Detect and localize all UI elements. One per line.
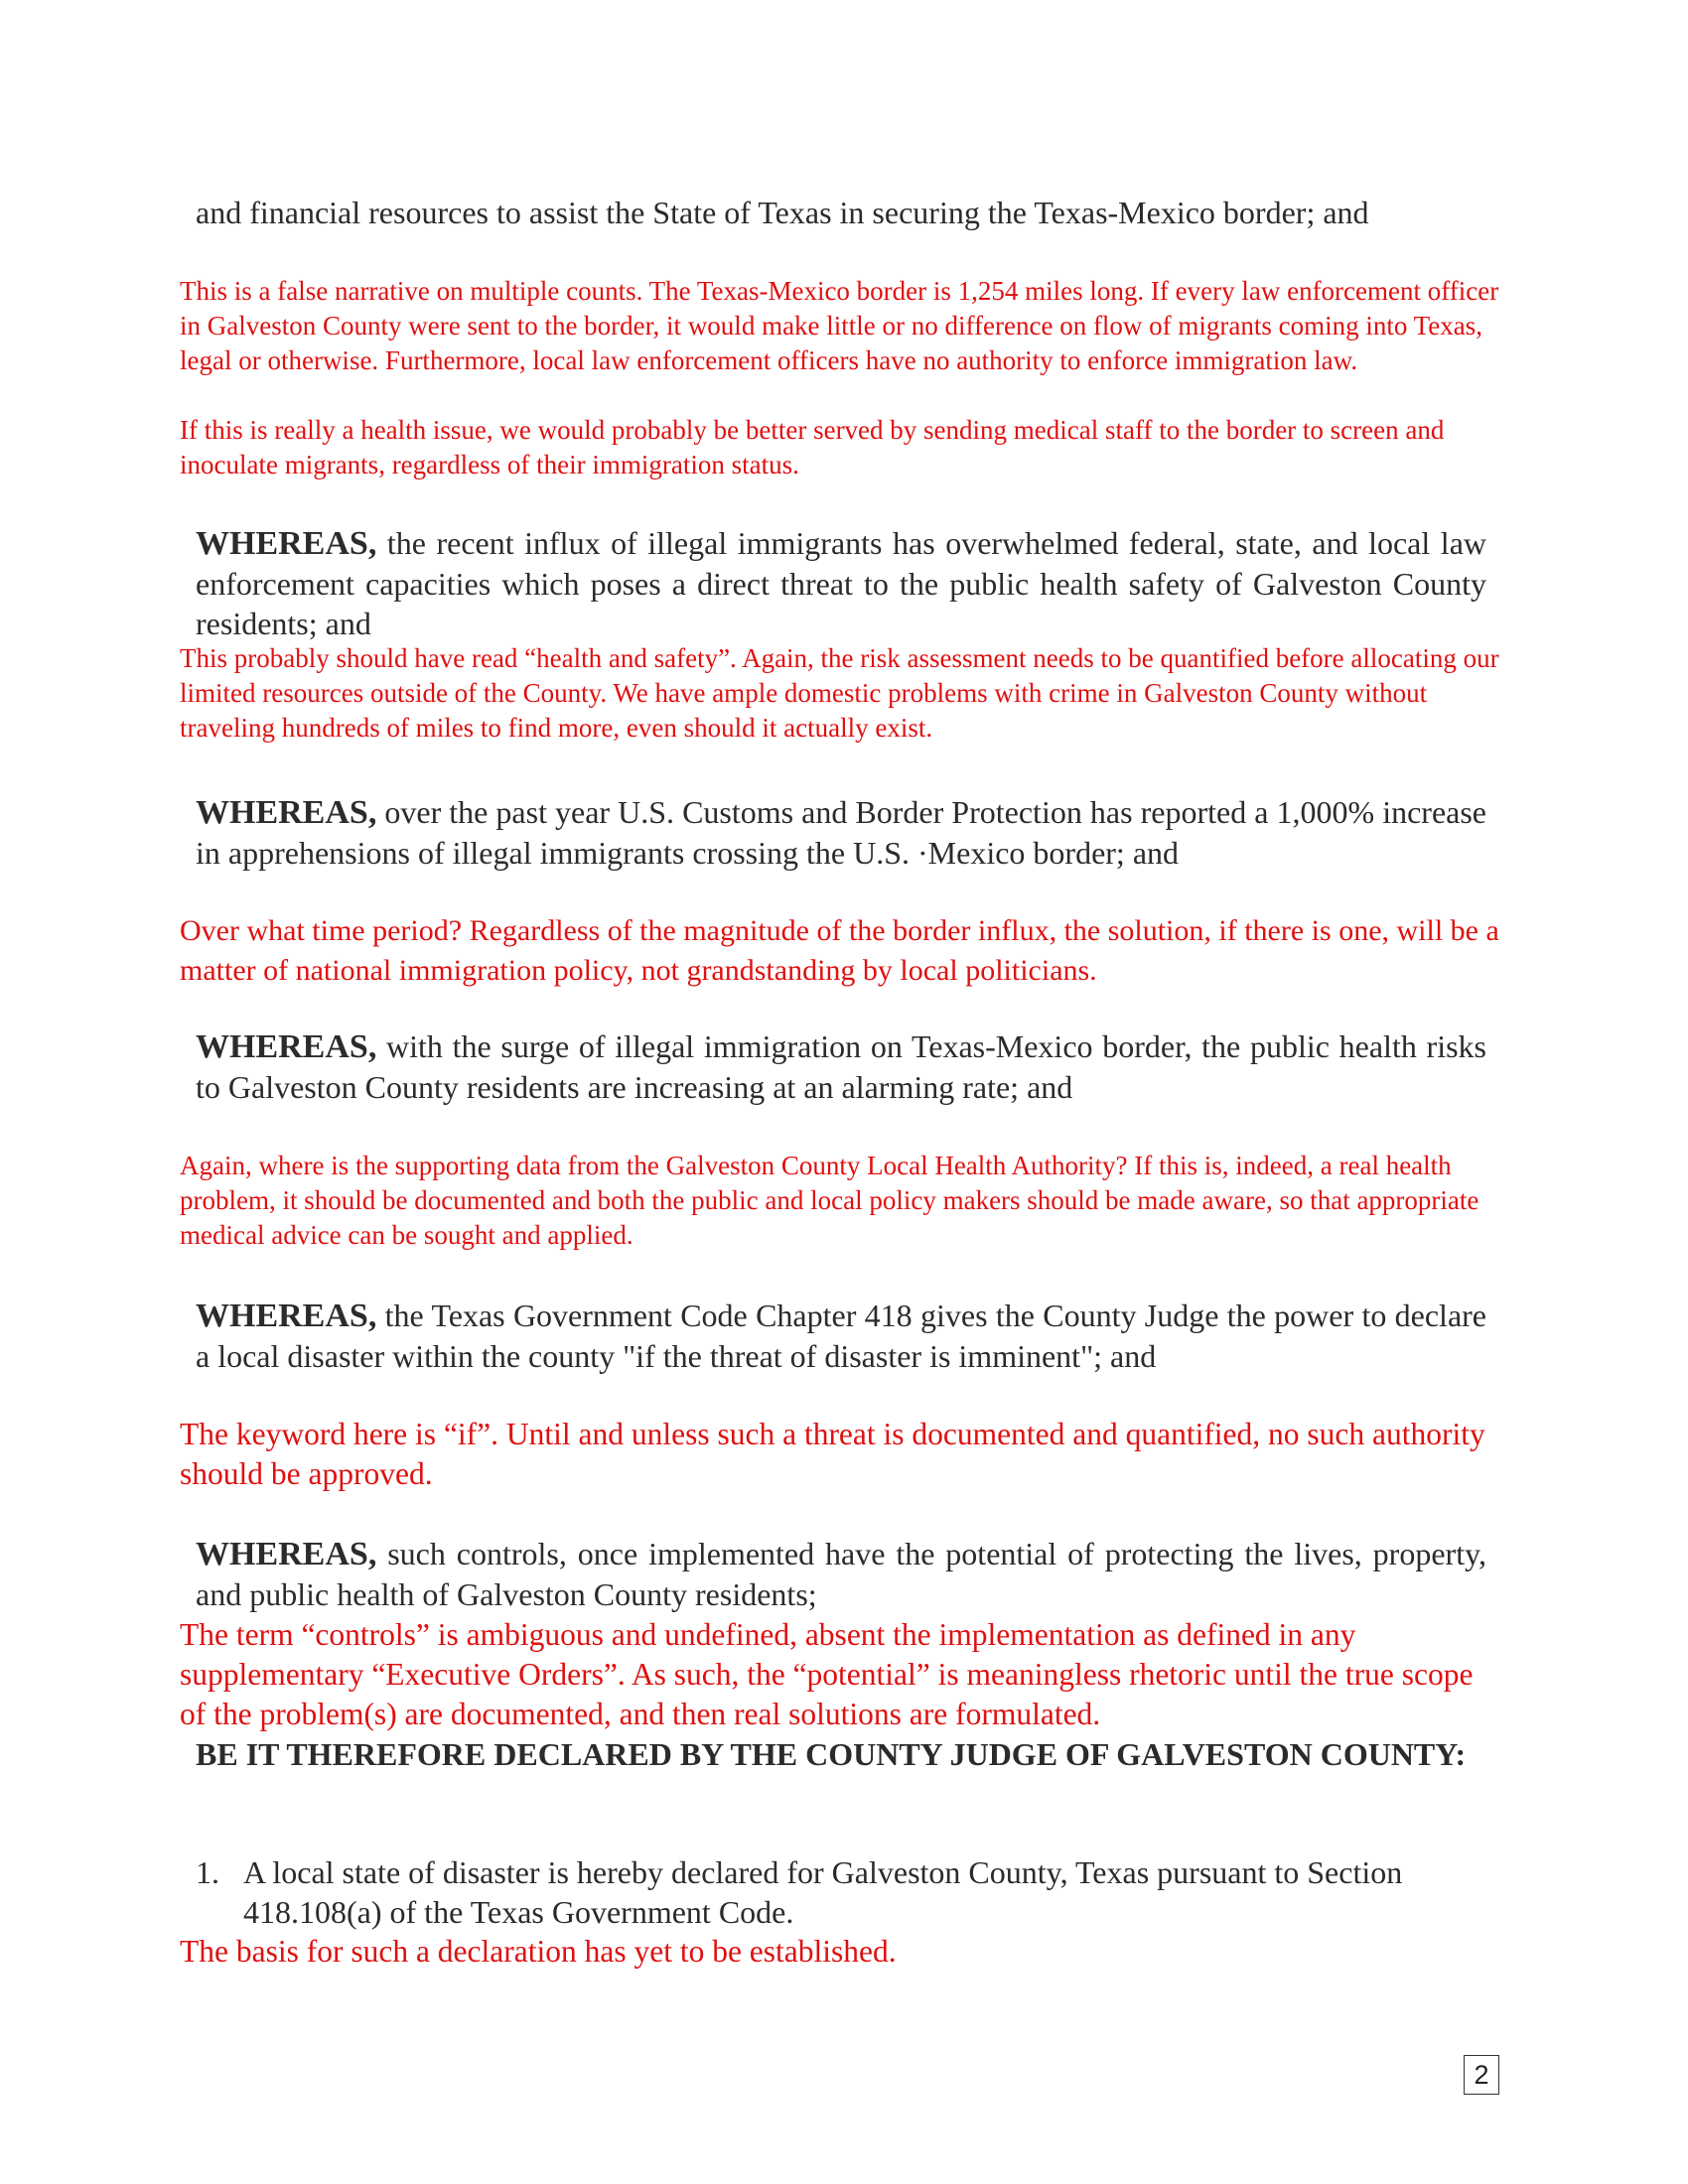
whereas-paragraph	[196, 1534, 1486, 1614]
annotation-note	[180, 1615, 1500, 1734]
annotation-text: If this is really a health issue, we would probably be better served by sending medical staff to the border to screen and inoculate migrants, regardless of their immigration status.	[180, 415, 1445, 479]
annotation-text: This probably should have read “health and safety”. Again, the risk assessment needs to be quantified before allocating our limited resources outside of the County. We have ample domestic problems with crime in Galveston County without traveling hundreds of miles to find more, even should it actually exist.	[180, 643, 1499, 743]
annotation-note	[180, 641, 1500, 746]
annotation-text: The keyword here is “if”. Until and unless such a threat is documented and quantified, no such authority should be approved.	[180, 1417, 1485, 1491]
annotation-note	[180, 1149, 1500, 1253]
whereas-lead: WHEREAS,	[196, 1297, 377, 1334]
annotation-text: The basis for such a declaration has yet to be established.	[180, 1934, 897, 1969]
whereas-paragraph	[196, 1296, 1486, 1376]
whereas-lead: WHEREAS,	[196, 525, 377, 562]
continuation-paragraph	[196, 193, 1486, 232]
whereas-lead: WHEREAS,	[196, 1028, 377, 1065]
whereas-paragraph	[196, 792, 1486, 873]
paragraph-text: such controls, once implemented have the potential of protecting the lives, property, and public health of Galveston County residents;	[196, 1536, 1486, 1612]
list-item	[196, 1852, 1534, 1932]
list-item-number: 1.	[196, 1854, 219, 1890]
list-item-text: A local state of disaster is hereby declared for Galveston County, Texas pursuant to Section 418.108(a) of the Texas Government Code.	[243, 1854, 1403, 1930]
annotation-note	[180, 1415, 1500, 1494]
page-number: 2	[1464, 2055, 1499, 2095]
whereas-paragraph	[196, 1026, 1486, 1107]
annotation-note	[180, 274, 1500, 378]
annotation-text: The term “controls” is ambiguous and undefined, absent the implementation as defined in any supplementary “Executive Orders”. As such, the “potential” is meaningless rhetoric until the true scope of the problem(s) are documented, and then real solutions are formulated.	[180, 1617, 1474, 1731]
paragraph-text: and financial resources to assist the State of Texas in securing the Texas-Mexico border; and	[196, 195, 1369, 230]
annotation-text: This is a false narrative on multiple counts. The Texas-Mexico border is 1,254 miles long. If every law enforcement officer in Galveston County were sent to the border, it would make little or no difference on flow of migrants coming into Texas, legal or otherwise. Furthermore, local law enforcement officers have no authority to enforce immigration law.	[180, 276, 1499, 375]
whereas-lead: WHEREAS,	[196, 1536, 377, 1572]
annotation-note	[180, 911, 1500, 991]
annotation-text: Again, where is the supporting data from the Galveston County Local Health Authority? If this is, indeed, a real health problem, it should be documented and both the public and local policy makers should be made aware, so that appropriate medical advice can be sought and applied.	[180, 1151, 1479, 1250]
whereas-paragraph	[196, 523, 1486, 643]
declaration-heading: BE IT THEREFORE DECLARED BY THE COUNTY JUDGE OF GALVESTON COUNTY:	[196, 1736, 1467, 1772]
paragraph-text: over the past year U.S. Customs and Border Protection has reported a 1,000% increase in apprehensions of illegal immigrants crossing the U.S. ·Mexico border; and	[196, 794, 1486, 871]
paragraph-text: with the surge of illegal immigration on Texas-Mexico border, the public health risks to Galveston County residents are increasing at an alarming rate; and	[196, 1028, 1486, 1105]
paragraph-text: the Texas Government Code Chapter 418 gives the County Judge the power to declare a local disaster within the county "if the threat of disaster is imminent"; and	[196, 1297, 1486, 1374]
annotation-note	[180, 413, 1500, 482]
annotation-text: Over what time period? Regardless of the magnitude of the border influx, the solution, if there is one, will be a matter of national immigration policy, not grandstanding by local politicians.	[180, 914, 1499, 987]
annotation-note	[180, 1932, 1500, 1972]
paragraph-text: the recent influx of illegal immigrants has overwhelmed federal, state, and local law enforcement capacities which poses a direct threat to the public health safety of Galveston County residents; and	[196, 525, 1486, 641]
whereas-lead: WHEREAS,	[196, 794, 377, 831]
